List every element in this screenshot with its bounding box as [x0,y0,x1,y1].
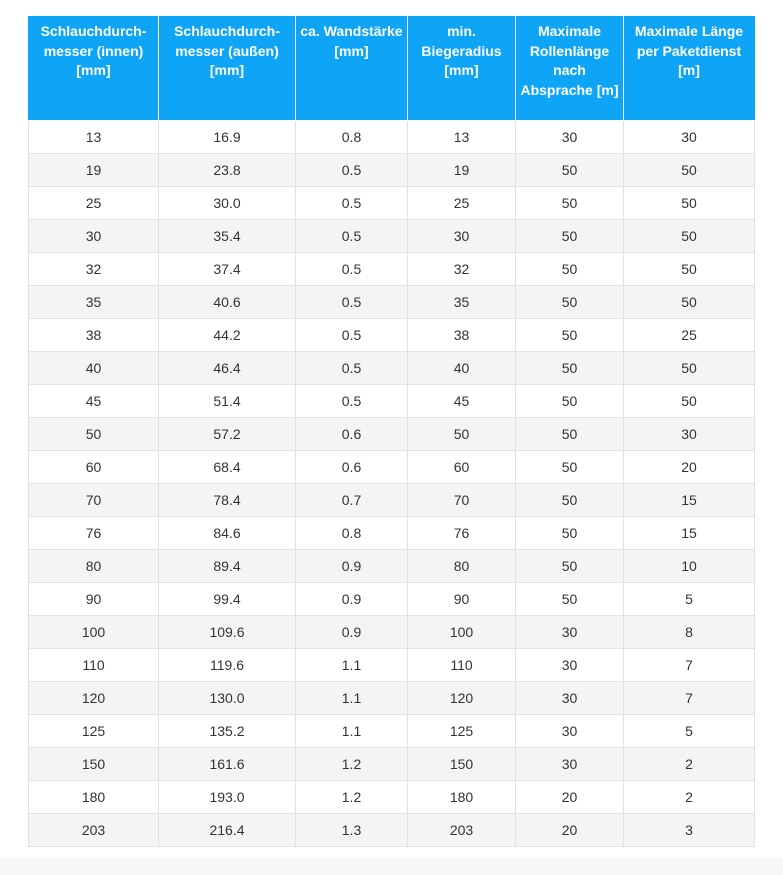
cell-max-parcel-length: 15 [624,483,755,516]
cell-inner-diameter: 38 [29,318,159,351]
table-row [29,417,755,450]
table-row [29,648,755,681]
cell-wall-thickness: 0.9 [296,549,408,582]
table-row [29,582,755,615]
cell-max-parcel-length: 8 [624,615,755,648]
table-row [29,351,755,384]
cell-outer-diameter: 89.4 [159,549,296,582]
cell-wall-thickness: 0.5 [296,186,408,219]
cell-wall-thickness: 0.5 [296,252,408,285]
header-bend-radius: min. Biegeradius [mm] [408,16,516,120]
cell-wall-thickness: 1.3 [296,813,408,846]
table-row [29,780,755,813]
cell-outer-diameter: 161.6 [159,747,296,780]
cell-max-roll-length: 30 [516,747,624,780]
cell-max-parcel-length: 50 [624,252,755,285]
cell-bend-radius: 80 [408,549,516,582]
cell-outer-diameter: 68.4 [159,450,296,483]
cell-max-roll-length: 20 [516,780,624,813]
cell-outer-diameter: 193.0 [159,780,296,813]
cell-bend-radius: 30 [408,219,516,252]
cell-outer-diameter: 216.4 [159,813,296,846]
cell-inner-diameter: 120 [29,681,159,714]
cell-inner-diameter: 125 [29,714,159,747]
cell-bend-radius: 19 [408,153,516,186]
cell-max-parcel-length: 30 [624,417,755,450]
table-row [29,549,755,582]
cell-wall-thickness: 0.5 [296,219,408,252]
table-row [29,813,755,846]
cell-outer-diameter: 37.4 [159,252,296,285]
cell-max-roll-length: 50 [516,252,624,285]
cell-bend-radius: 125 [408,714,516,747]
table-row [29,681,755,714]
cell-inner-diameter: 70 [29,483,159,516]
cell-inner-diameter: 150 [29,747,159,780]
cell-max-parcel-length: 25 [624,318,755,351]
cell-wall-thickness: 0.8 [296,516,408,549]
cell-max-parcel-length: 50 [624,285,755,318]
cell-inner-diameter: 25 [29,186,159,219]
cell-max-roll-length: 50 [516,153,624,186]
cell-outer-diameter: 16.9 [159,120,296,153]
cell-outer-diameter: 57.2 [159,417,296,450]
cell-bend-radius: 203 [408,813,516,846]
cell-bend-radius: 25 [408,186,516,219]
cell-inner-diameter: 19 [29,153,159,186]
cell-max-roll-length: 50 [516,186,624,219]
cell-bend-radius: 32 [408,252,516,285]
cell-outer-diameter: 99.4 [159,582,296,615]
cell-wall-thickness: 1.1 [296,648,408,681]
cell-inner-diameter: 90 [29,582,159,615]
cell-inner-diameter: 40 [29,351,159,384]
table-row [29,153,755,186]
cell-wall-thickness: 0.5 [296,153,408,186]
cell-outer-diameter: 51.4 [159,384,296,417]
cell-outer-diameter: 40.6 [159,285,296,318]
cell-max-roll-length: 20 [516,813,624,846]
cell-wall-thickness: 0.5 [296,285,408,318]
cell-inner-diameter: 76 [29,516,159,549]
cell-bend-radius: 150 [408,747,516,780]
cell-bend-radius: 45 [408,384,516,417]
cell-max-parcel-length: 50 [624,186,755,219]
table-row [29,252,755,285]
cell-outer-diameter: 130.0 [159,681,296,714]
table-header [29,16,755,120]
cell-max-parcel-length: 3 [624,813,755,846]
cell-max-parcel-length: 20 [624,450,755,483]
cell-outer-diameter: 35.4 [159,219,296,252]
cell-max-roll-length: 50 [516,417,624,450]
cell-outer-diameter: 23.8 [159,153,296,186]
cell-max-roll-length: 50 [516,219,624,252]
cell-outer-diameter: 78.4 [159,483,296,516]
cell-bend-radius: 70 [408,483,516,516]
cell-wall-thickness: 1.1 [296,714,408,747]
cell-max-roll-length: 30 [516,120,624,153]
cell-wall-thickness: 1.1 [296,681,408,714]
cell-inner-diameter: 203 [29,813,159,846]
cell-bend-radius: 50 [408,417,516,450]
cell-bend-radius: 120 [408,681,516,714]
cell-max-roll-length: 50 [516,285,624,318]
cell-bend-radius: 35 [408,285,516,318]
cell-max-parcel-length: 5 [624,714,755,747]
cell-bend-radius: 13 [408,120,516,153]
cell-outer-diameter: 135.2 [159,714,296,747]
cell-max-roll-length: 50 [516,351,624,384]
cell-bend-radius: 76 [408,516,516,549]
cell-max-parcel-length: 50 [624,384,755,417]
cell-max-roll-length: 50 [516,318,624,351]
hose-dimensions-table [28,16,755,847]
table-row [29,318,755,351]
cell-inner-diameter: 80 [29,549,159,582]
cell-wall-thickness: 0.5 [296,318,408,351]
cell-max-roll-length: 50 [516,582,624,615]
cell-outer-diameter: 84.6 [159,516,296,549]
table-row [29,219,755,252]
cell-inner-diameter: 45 [29,384,159,417]
cell-wall-thickness: 1.2 [296,780,408,813]
cell-max-roll-length: 30 [516,615,624,648]
cell-outer-diameter: 30.0 [159,186,296,219]
cell-max-parcel-length: 30 [624,120,755,153]
cell-max-parcel-length: 7 [624,648,755,681]
cell-inner-diameter: 110 [29,648,159,681]
cell-wall-thickness: 0.5 [296,384,408,417]
cell-max-parcel-length: 15 [624,516,755,549]
table-row [29,483,755,516]
cell-max-roll-length: 50 [516,450,624,483]
cell-bend-radius: 60 [408,450,516,483]
cell-inner-diameter: 32 [29,252,159,285]
cell-max-roll-length: 50 [516,549,624,582]
table-row [29,516,755,549]
cell-wall-thickness: 0.8 [296,120,408,153]
cell-wall-thickness: 0.7 [296,483,408,516]
cell-max-roll-length: 50 [516,483,624,516]
cell-inner-diameter: 35 [29,285,159,318]
cell-inner-diameter: 50 [29,417,159,450]
cell-inner-diameter: 100 [29,615,159,648]
header-max-parcel-length: Maximale Länge per Paketdienst [m] [624,16,755,120]
cell-inner-diameter: 13 [29,120,159,153]
cell-wall-thickness: 0.6 [296,417,408,450]
table-row [29,186,755,219]
cell-wall-thickness: 0.5 [296,351,408,384]
header-row [29,16,755,120]
cell-bend-radius: 180 [408,780,516,813]
cell-max-parcel-length: 10 [624,549,755,582]
cell-bend-radius: 38 [408,318,516,351]
header-outer-diameter: Schlauchdurchmesser (außen) [mm] [159,16,296,120]
cell-max-parcel-length: 7 [624,681,755,714]
cell-max-roll-length: 30 [516,714,624,747]
cell-inner-diameter: 60 [29,450,159,483]
cell-max-roll-length: 30 [516,648,624,681]
cell-outer-diameter: 44.2 [159,318,296,351]
table-row [29,384,755,417]
cell-max-parcel-length: 2 [624,747,755,780]
table-row [29,450,755,483]
cell-outer-diameter: 109.6 [159,615,296,648]
table-row [29,285,755,318]
cell-bend-radius: 90 [408,582,516,615]
cell-inner-diameter: 180 [29,780,159,813]
bottom-strip [0,858,783,875]
table-row [29,747,755,780]
table-row [29,120,755,153]
cell-max-parcel-length: 50 [624,153,755,186]
cell-bend-radius: 100 [408,615,516,648]
cell-wall-thickness: 1.2 [296,747,408,780]
cell-wall-thickness: 0.6 [296,450,408,483]
table-row [29,714,755,747]
cell-max-roll-length: 50 [516,384,624,417]
cell-wall-thickness: 0.9 [296,582,408,615]
table-body [29,120,755,846]
cell-wall-thickness: 0.9 [296,615,408,648]
cell-max-parcel-length: 5 [624,582,755,615]
header-wall-thickness: ca. Wandstärke [mm] [296,16,408,120]
cell-bend-radius: 110 [408,648,516,681]
header-inner-diameter: Schlauchdurchmesser (innen) [mm] [29,16,159,120]
table-row [29,615,755,648]
cell-max-parcel-length: 50 [624,351,755,384]
cell-inner-diameter: 30 [29,219,159,252]
cell-max-roll-length: 50 [516,516,624,549]
cell-max-parcel-length: 2 [624,780,755,813]
cell-outer-diameter: 46.4 [159,351,296,384]
header-max-roll-length: Maximale Rollenlänge nach Absprache [m] [516,16,624,120]
cell-bend-radius: 40 [408,351,516,384]
cell-max-roll-length: 30 [516,681,624,714]
cell-outer-diameter: 119.6 [159,648,296,681]
cell-max-parcel-length: 50 [624,219,755,252]
